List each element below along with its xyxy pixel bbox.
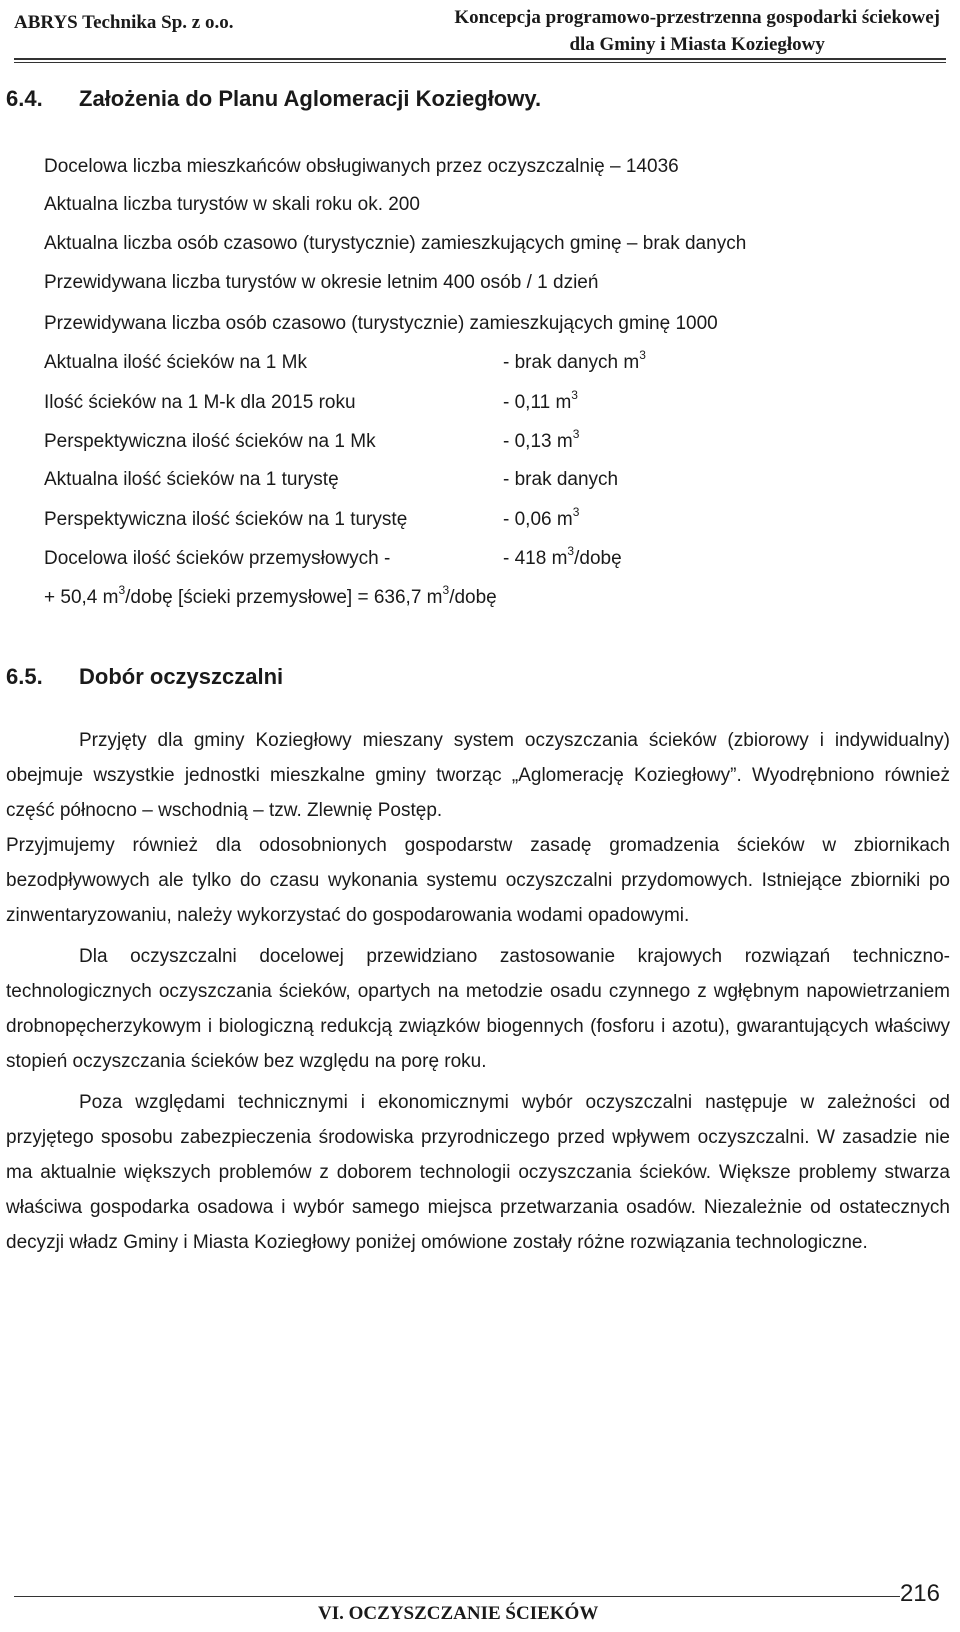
value-row bbox=[44, 505, 580, 531]
value-row bbox=[44, 469, 619, 491]
value-label: Ilość ścieków na 1 M-k dla 2015 roku bbox=[44, 392, 356, 413]
info-line: Aktualna liczba osób czasowo (turystycznie) zamieszkujących gminę – brak danych bbox=[44, 233, 747, 254]
value-amount: - 0,11 $m^3$ bbox=[503, 388, 578, 413]
total-line: + 50,4 $m^3$/dobę [ścieki przemysłowe] = 636,7 $m^3$/dobę bbox=[44, 583, 497, 608]
value-amount: - brak danych bbox=[503, 469, 619, 490]
header-company: ABRYS Technika Sp. z o.o. bbox=[14, 12, 234, 33]
value-label: Aktualna ilość ścieków na 1 Mk bbox=[44, 352, 307, 373]
info-line: Docelowa liczba mieszkańców obsługiwanych przez oczyszczalnię – 14036 bbox=[44, 156, 679, 177]
header-rule bbox=[14, 58, 946, 60]
paragraph: Poza względami technicznymi i ekonomicznymi wybór oczyszczalni następuje w zależności od przyjętego sposobu zabezpieczenia środowiska przyrodniczego przed wpływem oczyszczalni. W zasadzie nie ma aktualnie większych problemów z doborem technologii oczyszczania ścieków. Większe problemy stwarza właściwa gospodarka osadowa i wybór samego miejsca przetwarzania osadów. Niezależnie od ostatecznych decyzji władz Gminy i Miasta Koziegłowy poniżej omówione zostały różne rozwiązania technologiczne. bbox=[6, 1092, 950, 1253]
value-amount: - 418 $m^3$/dobę bbox=[503, 544, 622, 569]
paragraph: Dla oczyszczalni docelowej przewidziano zastosowanie krajowych rozwiązań techniczno-technologicznych oczyszczania ścieków, opartych na metodzie osadu czynnego z wgłębnym napowietrzaniem drobnopęcherzykowym i biologiczną redukcją związków biogennych (fosforu i azotu), gwarantujących właściwy stopień oczyszczania ścieków bez względu na porę roku. bbox=[6, 946, 950, 1072]
header-title bbox=[454, 4, 940, 58]
value-label: Aktualna ilość ścieków na 1 turystę bbox=[44, 469, 339, 490]
section-title: Założenia do Planu Aglomeracji Koziegłowy. bbox=[79, 86, 542, 111]
value-row bbox=[44, 348, 646, 374]
section-number: 6.5. bbox=[6, 664, 43, 689]
footer-rule bbox=[14, 1596, 900, 1597]
section-6-5-heading bbox=[6, 664, 283, 690]
info-line: Aktualna liczba turystów w skali roku ok. 200 bbox=[44, 194, 420, 215]
header-title-line1: Koncepcja programowo-przestrzenna gospodarki ściekowej bbox=[454, 7, 940, 28]
value-amount: - 0,13 $m^3$ bbox=[503, 427, 580, 452]
info-line: Przewidywana liczba turystów w okresie letnim 400 osób / 1 dzień bbox=[44, 272, 599, 293]
value-amount: - 0,06 $m^3$ bbox=[503, 505, 580, 530]
section-title: Dobór oczyszczalni bbox=[79, 664, 284, 689]
value-row bbox=[44, 544, 622, 570]
section-number: 6.4. bbox=[6, 86, 43, 111]
page-number: 216 bbox=[899, 1580, 940, 1607]
info-line: Przewidywana liczba osób czasowo (turystycznie) zamieszkujących gminę 1000 bbox=[44, 313, 718, 334]
value-label: Docelowa ilość ścieków przemysłowych - bbox=[44, 548, 391, 569]
paragraph: Przyjęty dla gminy Koziegłowy mieszany system oczyszczania ścieków (zbiorowy i indywidualny) obejmuje wszystkie jednostki mieszkalne gminy tworząc „Aglomerację Koziegłowy”. Wyodrębniono również część północno – wschodnią – tzw. Zlewnię Postęp. bbox=[6, 730, 950, 821]
footer-chapter: VI. OCZYSZCZANIE ŚCIEKÓW bbox=[318, 1603, 599, 1624]
header-rule-thin bbox=[14, 62, 946, 63]
value-amount: - brak danych $m^3$ bbox=[503, 348, 646, 373]
value-label: Perspektywiczna ilość ścieków na 1 Mk bbox=[44, 431, 376, 452]
value-row bbox=[44, 388, 578, 414]
section-6-5-body bbox=[6, 723, 950, 1260]
value-row bbox=[44, 427, 580, 453]
paragraph: Przyjmujemy również dla odosobnionych gospodarstw zasadę gromadzenia ścieków w zbiornikach bezodpływowych ale tylko do czasu wykonania systemu oczyszczalni przydomowych. Istniejące zbiorniki po zinwentaryzowaniu, należy wykorzystać do gospodarowania wodami opadowymi. bbox=[6, 835, 950, 926]
section-6-4-heading bbox=[6, 86, 541, 112]
header-title-line2: dla Gminy i Miasta Koziegłowy bbox=[569, 34, 825, 55]
value-label: Perspektywiczna ilość ścieków na 1 turystę bbox=[44, 509, 408, 530]
